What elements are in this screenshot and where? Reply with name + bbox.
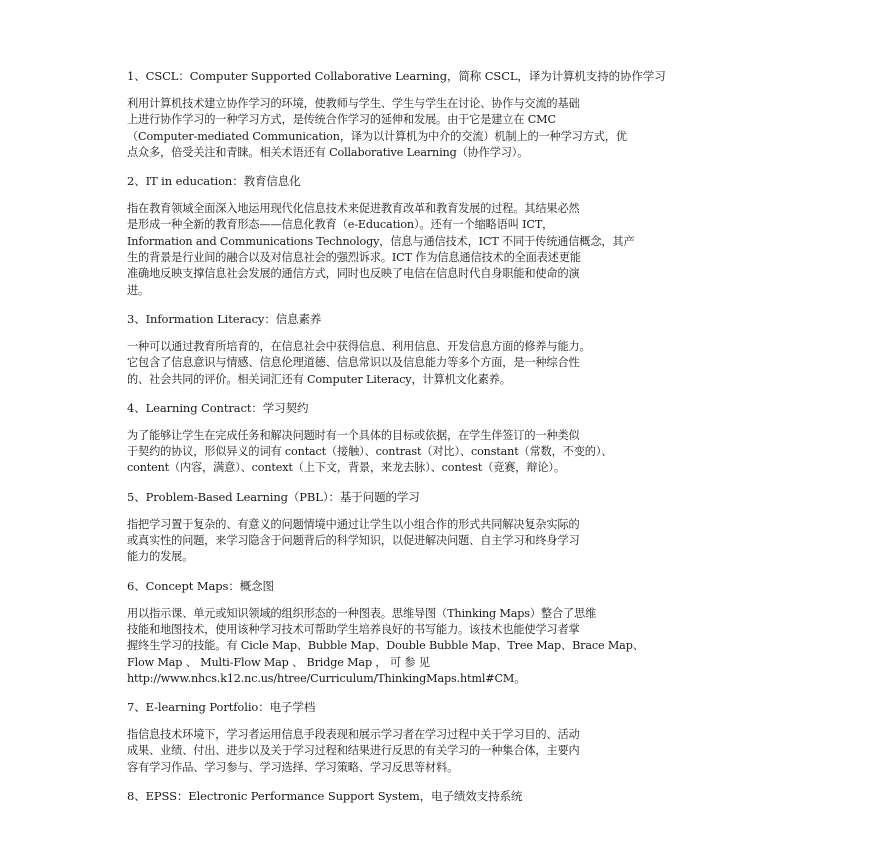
section-6-paragraph bbox=[127, 606, 743, 687]
text-line: 成果、业绩、付出、进步以及关于学习过程和结果进行反思的有关学习的一种集合体，主要内 bbox=[127, 744, 580, 758]
text-line: Information and Communications Technology，信息与通信技术，ICT 不同于传统通信概念，其产 bbox=[127, 234, 635, 248]
text-line: 用以指示课、单元或知识领域的组织形态的一种图表。思维导图（Thinking Maps）整合了思维 bbox=[127, 606, 597, 620]
text-fragment: Flow Map bbox=[127, 655, 183, 669]
section-4-paragraph bbox=[127, 428, 743, 477]
section-2-heading: 2、IT in education：教育信息化 bbox=[127, 174, 301, 189]
section-7-heading: 7、E-learning Portfolio：电子学档 bbox=[127, 700, 316, 715]
text-line: 它包含了信息意识与情感、信息伦理道德、信息常识以及信息能力等多个方面，是一种综合性 bbox=[127, 356, 580, 370]
section-1-heading: 1、CSCL：Computer Supported Collaborative Learning，简称 CSCL，译为计算机支持的协作学习 bbox=[127, 69, 666, 83]
text-fragment: ， bbox=[375, 655, 387, 669]
justified-line bbox=[127, 655, 743, 671]
text-line: 指在教育领域全面深入地运用现代化信息技术来促进教育改革和教育发展的过程。其结果必然 bbox=[127, 202, 580, 216]
text-fragment: Bridge bbox=[306, 655, 344, 669]
text-fragment: 可 bbox=[389, 655, 401, 669]
section-2-paragraph bbox=[127, 201, 743, 299]
text-fragment: Map bbox=[347, 655, 372, 669]
text-fragment: 见 bbox=[418, 655, 430, 669]
text-fragment: Map bbox=[263, 655, 289, 669]
text-line: （Computer-mediated Communication，译为以计算机为中介的交流）机制上的一种学习方式，优 bbox=[127, 129, 627, 143]
text-line: 利用计算机技术建立协作学习的环境，使教师与学生、学生与学生在讨论、协作与交流的基础 bbox=[127, 97, 580, 110]
section-3-paragraph bbox=[127, 339, 743, 388]
section-3-heading: 3、Information Literacy：信息素养 bbox=[127, 311, 322, 326]
text-line: 进。 bbox=[127, 283, 150, 297]
section-8-heading: 8、EPSS：Electronic Performance Support System，电子绩效支持系统 bbox=[127, 789, 523, 804]
text-fragment: 参 bbox=[404, 655, 416, 669]
text-line: 或真实性的问题，来学习隐含于问题背后的科学知识，以促进解决问题、自主学习和终身学习 bbox=[127, 534, 580, 548]
text-line: 指信息技术环境下，学习者运用信息手段表现和展示学习者在学习过程中关于学习目的、活动 bbox=[127, 728, 580, 742]
section-5-heading: 5、Problem-Based Learning（PBL）：基于问题的学习 bbox=[127, 489, 420, 504]
text-fragment: Multi-Flow bbox=[200, 655, 261, 669]
text-line: 为了能够让学生在完成任务和解决问题时有一个具体的目标或依据，在学生伴签订的一种类似 bbox=[127, 428, 580, 442]
reference-url: http://www.nhcs.k12.nc.us/htree/Curriculum/ThinkingMaps.html#CM。 bbox=[127, 671, 526, 685]
text-line: 握终生学习的技能。有 Cicle Map、Bubble Map、Double Bubble Map、Tree Map、Brace Map、 bbox=[127, 639, 644, 653]
text-line: 能力的发展。 bbox=[127, 550, 194, 564]
text-line: 指把学习置于复杂的、有意义的问题情境中通过让学生以小组合作的形式共同解决复杂实际的 bbox=[127, 517, 580, 531]
text-fragment: 、 bbox=[185, 655, 197, 669]
text-line: 是形成一种全新的教育形态——信息化教育（e-Education）。还有一个缩略语叫 ICT， bbox=[127, 218, 554, 232]
section-1-paragraph bbox=[127, 96, 743, 161]
text-line: 一种可以通过教育所培育的，在信息社会中获得信息、利用信息、开发信息方面的修养与能力。 bbox=[127, 339, 591, 353]
text-line: 生的背景是行业间的融合以及对信息社会的强烈诉求。ICT 作为信息通信技术的全面表述更能 bbox=[127, 251, 581, 265]
text-line: 于契约的协议，形似异义的词有 contact（接触）、contrast（对比）、constant（常数，不变的）、 bbox=[127, 445, 613, 459]
text-line: 的、社会共同的评价。相关词汇还有 Computer Literacy，计算机文化素养。 bbox=[127, 372, 511, 386]
text-line: content（内容，满意）、context（上下文，背景，来龙去脉）、contest（竞赛，辩论）。 bbox=[127, 461, 565, 475]
section-4-heading: 4、Learning Contract：学习契约 bbox=[127, 400, 309, 415]
section-5-paragraph bbox=[127, 517, 743, 566]
section-7-paragraph bbox=[127, 727, 743, 776]
text-line: 准确地反映支撑信息社会发展的通信方式，同时也反映了电信在信息时代自身职能和使命的演 bbox=[127, 267, 580, 281]
text-line: 上进行协作学习的一种学习方式，是传统合作学习的延伸和发展。由于它是建立在 CMC bbox=[127, 113, 556, 127]
section-6-heading: 6、Concept Maps：概念图 bbox=[127, 578, 274, 593]
document-page bbox=[127, 68, 743, 816]
text-line: 容有学习作品、学习参与、学习选择、学习策略、学习反思等材料。 bbox=[127, 760, 459, 774]
text-line: 技能和地图技术，使用该种学习技术可帮助学生培养良好的书写能力。该技术也能使学习者掌 bbox=[127, 622, 580, 636]
text-fragment: 、 bbox=[292, 655, 304, 669]
text-line: 点众多，倍受关注和青睐。相关术语还有 Collaborative Learning（协作学习）。 bbox=[127, 145, 529, 159]
